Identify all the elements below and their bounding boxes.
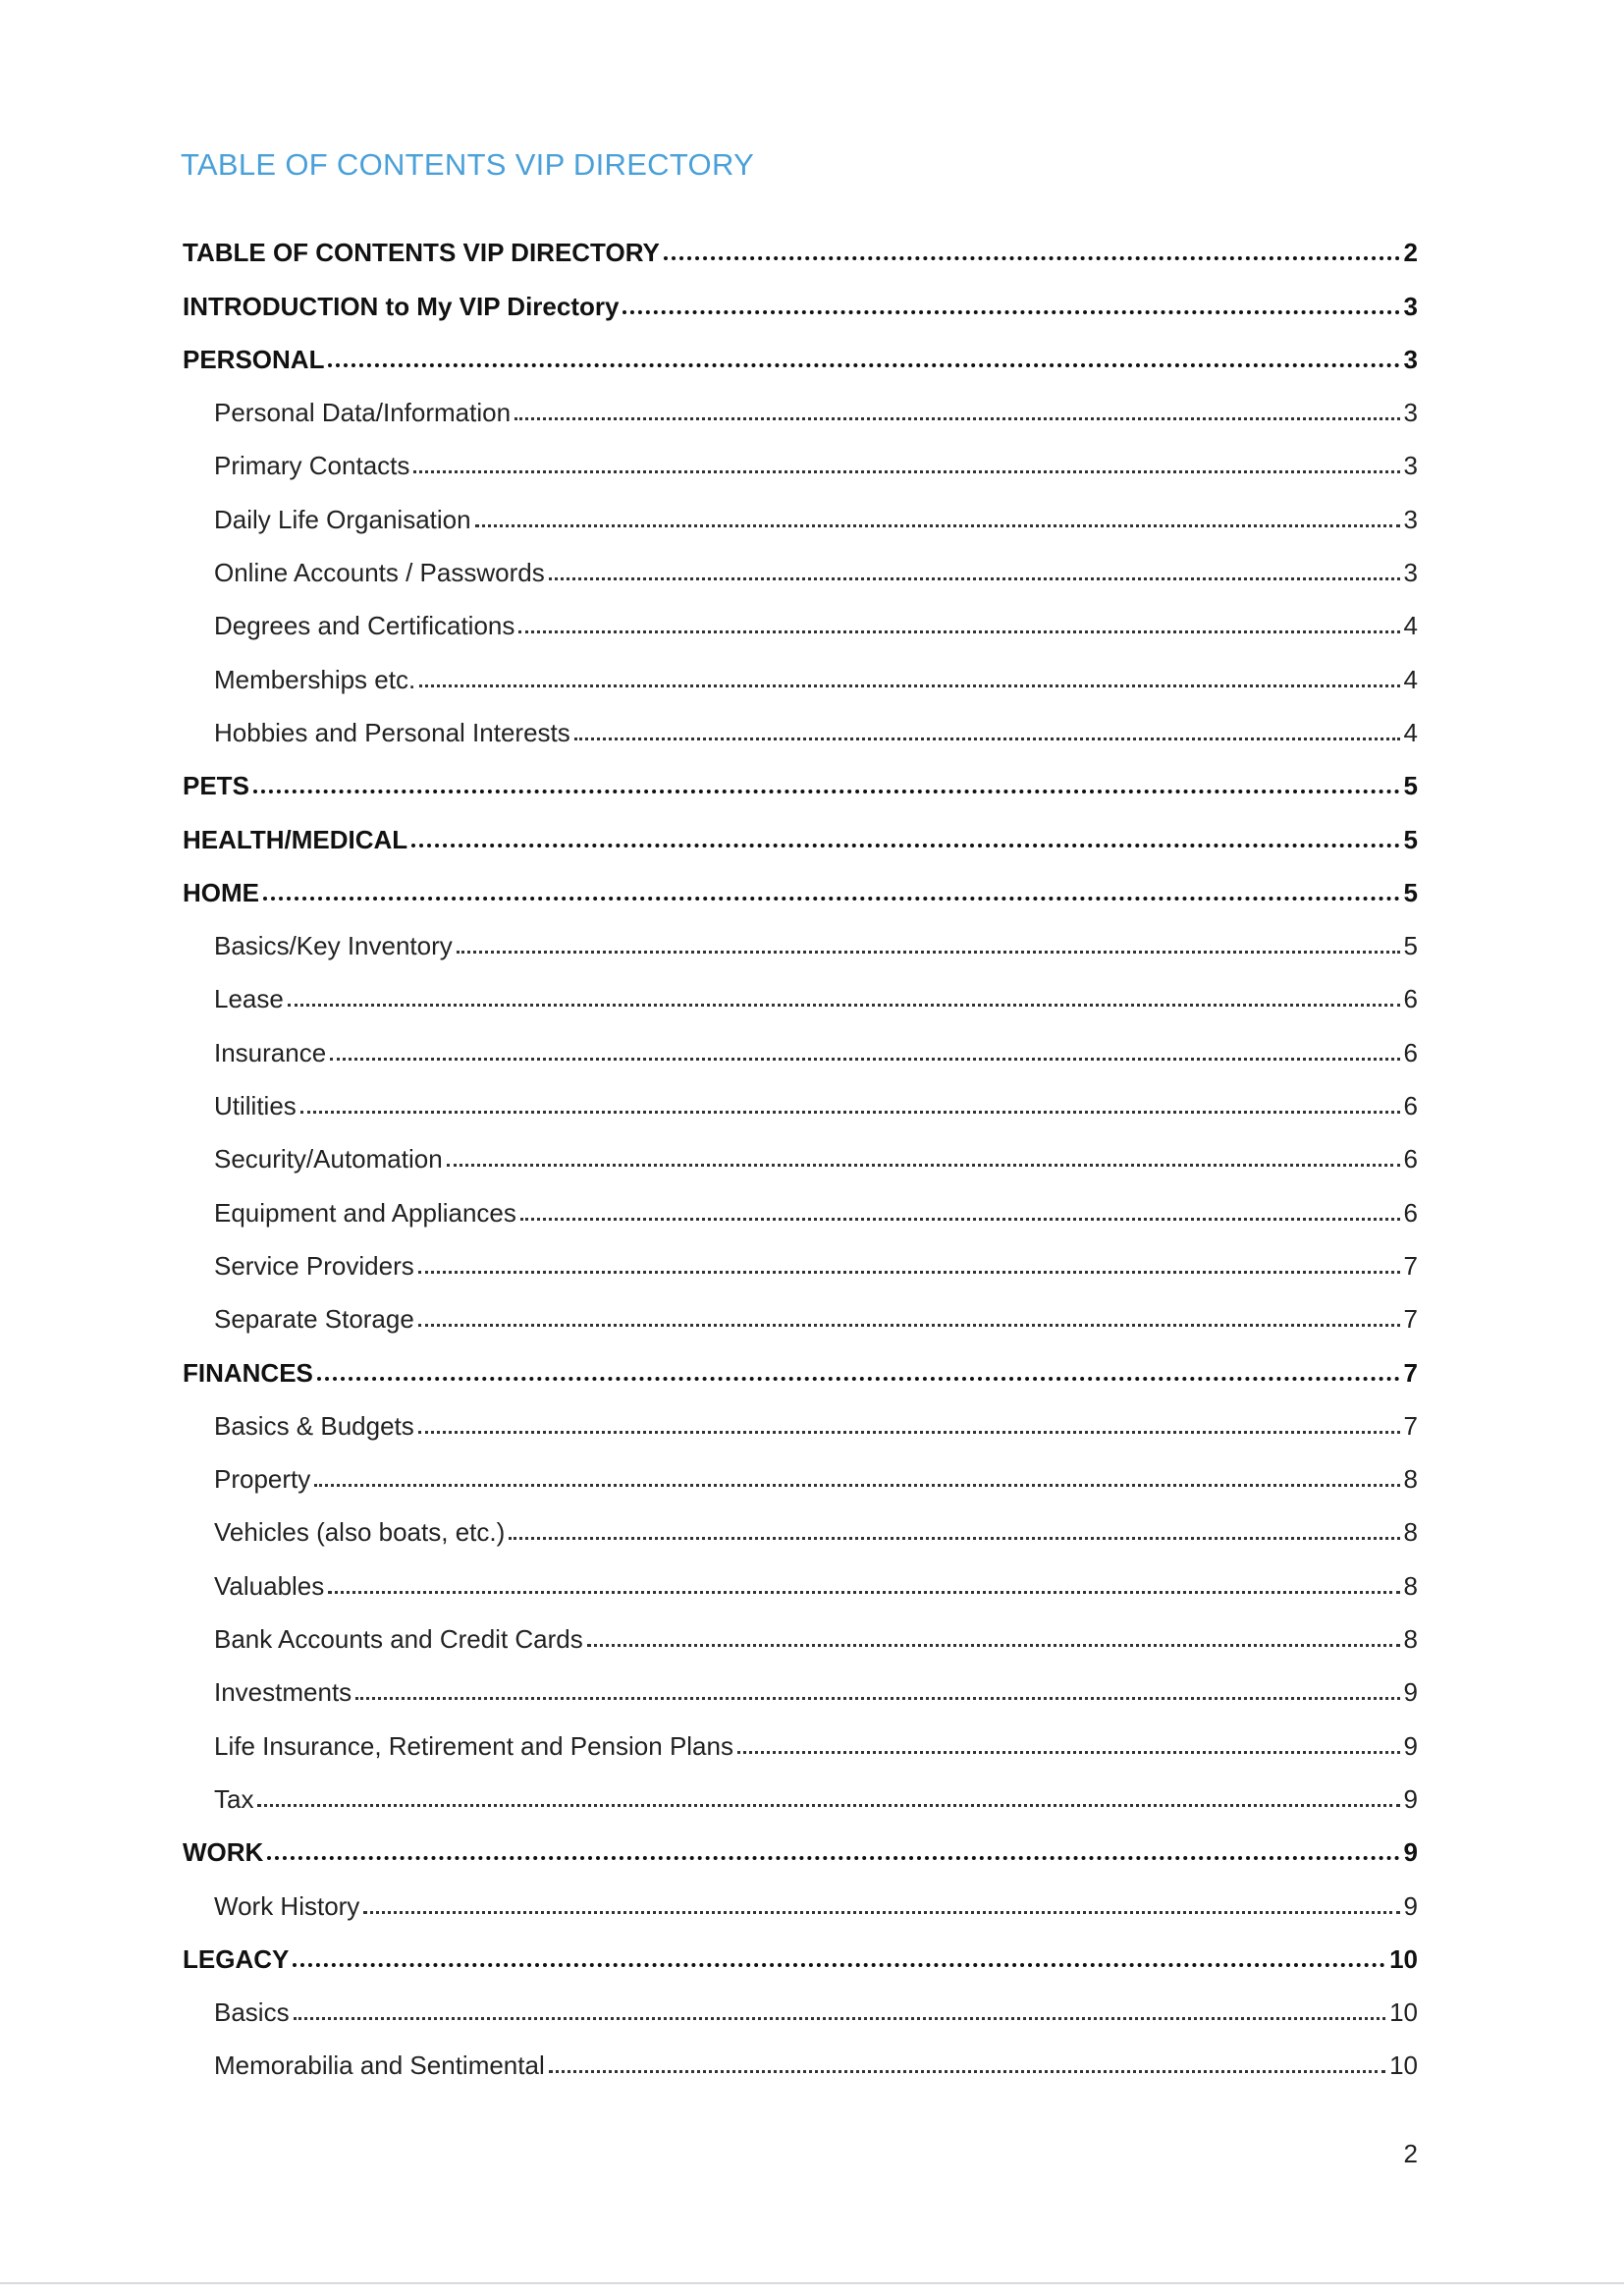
toc-entry-title: Investments <box>214 1677 352 1708</box>
toc-entry-subsection[interactable] <box>183 650 1418 703</box>
toc-entry-title: Tax <box>214 1783 254 1814</box>
toc-entry-page: 8 <box>1403 1570 1418 1601</box>
toc-entry-title: WORK <box>183 1837 264 1868</box>
toc-entry-title: HOME <box>183 877 259 907</box>
toc-entry-subsection[interactable] <box>183 1450 1418 1503</box>
toc-entry-title: Memberships etc. <box>214 664 416 694</box>
toc-dot-leader <box>317 1377 1400 1381</box>
toc-entry-section[interactable] <box>183 224 1418 277</box>
toc-entry-title: Work History <box>214 1890 360 1921</box>
toc-entry-title: LEGACY <box>183 1943 290 1974</box>
toc-entry-title: HEALTH/MEDICAL <box>183 824 408 854</box>
toc-entry-subsection[interactable] <box>183 1023 1418 1076</box>
toc-entry-page: 10 <box>1389 2050 1418 2081</box>
toc-dot-leader <box>518 630 1399 633</box>
toc-dot-leader <box>447 1164 1400 1167</box>
toc-entry-page: 7 <box>1403 1250 1418 1281</box>
toc-entry-title: TABLE OF CONTENTS VIP DIRECTORY <box>183 238 660 268</box>
toc-entry-title: Property <box>214 1464 311 1495</box>
toc-entry-title: PETS <box>183 771 249 801</box>
toc-entry-section[interactable] <box>183 331 1418 384</box>
toc-dot-leader <box>737 1751 1400 1754</box>
toc-entry-title: Security/Automation <box>214 1144 443 1175</box>
toc-entry-title: Separate Storage <box>214 1304 414 1335</box>
toc-dot-leader <box>418 1271 1400 1274</box>
toc-entry-title: Daily Life Organisation <box>214 504 471 534</box>
toc-entry-title: Service Providers <box>214 1250 414 1281</box>
toc-dot-leader <box>257 1804 1399 1807</box>
toc-entry-section[interactable] <box>183 810 1418 863</box>
toc-dot-leader <box>623 310 1399 314</box>
toc-dot-leader <box>263 897 1400 901</box>
toc-entry-subsection[interactable] <box>183 1077 1418 1130</box>
toc-entry-page: 5 <box>1403 824 1418 854</box>
toc-entry-subsection[interactable] <box>183 1877 1418 1930</box>
toc-entry-title: Basics & Budgets <box>214 1410 414 1441</box>
toc-dot-leader <box>314 1484 1399 1487</box>
toc-entry-title: Utilities <box>214 1091 297 1121</box>
toc-entry-subsection[interactable] <box>183 490 1418 543</box>
toc-entry-subsection[interactable] <box>183 1290 1418 1343</box>
toc-entry-title: Memorabilia and Sentimental <box>214 2050 545 2081</box>
toc-entry-title: Hobbies and Personal Interests <box>214 717 570 747</box>
toc-dot-leader <box>328 1591 1399 1594</box>
toc-dot-leader <box>475 524 1400 527</box>
toc-entry-page: 8 <box>1403 1464 1418 1495</box>
toc-entry-subsection[interactable] <box>183 437 1418 490</box>
toc-dot-leader <box>363 1911 1399 1914</box>
page-bottom-divider <box>0 2282 1624 2284</box>
toc-entry-subsection[interactable] <box>183 2037 1418 2090</box>
toc-entry-subsection[interactable] <box>183 970 1418 1023</box>
toc-dot-leader <box>355 1697 1399 1700</box>
toc-entry-page: 6 <box>1403 984 1418 1014</box>
toc-entry-title: INTRODUCTION to My VIP Directory <box>183 291 620 321</box>
toc-dot-leader <box>267 1856 1399 1860</box>
toc-dot-leader <box>328 363 1399 367</box>
toc-entry-page: 6 <box>1403 1037 1418 1067</box>
toc-entry-section[interactable] <box>183 1931 1418 1984</box>
toc-entry-page: 3 <box>1403 451 1418 481</box>
toc-entry-page: 2 <box>1403 238 1418 268</box>
toc-entry-subsection[interactable] <box>183 1183 1418 1236</box>
toc-entry-page: 3 <box>1403 398 1418 428</box>
toc-entry-page: 8 <box>1403 1517 1418 1548</box>
toc-dot-leader <box>509 1537 1399 1540</box>
toc-entry-subsection[interactable] <box>183 1557 1418 1610</box>
toc-entry-page: 9 <box>1403 1783 1418 1814</box>
toc-heading: TABLE OF CONTENTS VIP DIRECTORY <box>181 147 755 182</box>
toc-entry-page: 4 <box>1403 717 1418 747</box>
toc-entry-subsection[interactable] <box>183 1130 1418 1183</box>
toc-entry-subsection[interactable] <box>183 1237 1418 1290</box>
toc-entry-subsection[interactable] <box>183 1664 1418 1717</box>
toc-entry-section[interactable] <box>183 1343 1418 1396</box>
toc-entry-title: Personal Data/Information <box>214 398 512 428</box>
toc-entry-subsection[interactable] <box>183 1984 1418 2037</box>
toc-dot-leader <box>413 470 1399 473</box>
toc-entry-title: Lease <box>214 984 284 1014</box>
toc-dot-leader <box>549 577 1400 580</box>
toc-entry-subsection[interactable] <box>183 1771 1418 1824</box>
toc-dot-leader <box>664 256 1400 260</box>
toc-entry-section[interactable] <box>183 1824 1418 1877</box>
toc-entry-page: 7 <box>1403 1410 1418 1441</box>
toc-dot-leader <box>253 790 1400 793</box>
toc-dot-leader <box>418 1431 1400 1434</box>
toc-entry-page: 3 <box>1403 558 1418 588</box>
toc-entry-page: 7 <box>1403 1304 1418 1335</box>
toc-list <box>183 224 1418 2090</box>
toc-entry-title: FINANCES <box>183 1357 313 1388</box>
toc-entry-page: 3 <box>1403 344 1418 374</box>
toc-dot-leader <box>514 417 1399 420</box>
toc-entry-subsection[interactable] <box>183 1503 1418 1557</box>
toc-dot-leader <box>457 951 1400 954</box>
toc-dot-leader <box>549 2070 1385 2073</box>
toc-dot-leader <box>288 1004 1400 1007</box>
toc-entry-subsection[interactable] <box>183 704 1418 757</box>
toc-dot-leader <box>587 1644 1400 1647</box>
page-number: 2 <box>1403 2139 1418 2168</box>
toc-entry-section[interactable] <box>183 277 1418 330</box>
toc-entry-page: 3 <box>1403 504 1418 534</box>
toc-entry-page: 5 <box>1403 771 1418 801</box>
toc-entry-page: 6 <box>1403 1197 1418 1228</box>
toc-entry-subsection[interactable] <box>183 384 1418 437</box>
toc-entry-title: Bank Accounts and Credit Cards <box>214 1624 583 1655</box>
toc-dot-leader <box>293 1963 1385 1967</box>
toc-entry-page: 10 <box>1389 1943 1418 1974</box>
toc-entry-title: Vehicles (also boats, etc.) <box>214 1517 506 1548</box>
toc-entry-title: Insurance <box>214 1037 327 1067</box>
toc-entry-subsection[interactable] <box>183 1611 1418 1664</box>
toc-entry-subsection[interactable] <box>183 544 1418 597</box>
toc-entry-subsection[interactable] <box>183 917 1418 970</box>
toc-dot-leader <box>294 2017 1386 2020</box>
toc-entry-subsection[interactable] <box>183 1717 1418 1770</box>
toc-entry-section[interactable] <box>183 757 1418 810</box>
toc-entry-section[interactable] <box>183 864 1418 917</box>
toc-entry-page: 5 <box>1403 877 1418 907</box>
toc-entry-title: Online Accounts / Passwords <box>214 558 545 588</box>
toc-entry-page: 7 <box>1403 1357 1418 1388</box>
toc-entry-title: PERSONAL <box>183 344 325 374</box>
toc-entry-subsection[interactable] <box>183 597 1418 650</box>
toc-dot-leader <box>411 844 1399 847</box>
toc-dot-leader <box>574 738 1400 740</box>
toc-entry-page: 9 <box>1403 1890 1418 1921</box>
toc-entry-subsection[interactable] <box>183 1397 1418 1450</box>
toc-entry-page: 9 <box>1403 1837 1418 1868</box>
toc-entry-page: 3 <box>1403 291 1418 321</box>
toc-dot-leader <box>330 1058 1399 1061</box>
toc-entry-page: 6 <box>1403 1091 1418 1121</box>
toc-dot-leader <box>520 1218 1400 1221</box>
toc-entry-title: Basics/Key Inventory <box>214 931 453 961</box>
toc-entry-page: 5 <box>1403 931 1418 961</box>
toc-entry-title: Primary Contacts <box>214 451 410 481</box>
toc-dot-leader <box>300 1111 1400 1114</box>
toc-dot-leader <box>418 1324 1400 1327</box>
toc-entry-page: 9 <box>1403 1677 1418 1708</box>
toc-entry-title: Equipment and Appliances <box>214 1197 516 1228</box>
toc-entry-page: 4 <box>1403 664 1418 694</box>
toc-entry-page: 4 <box>1403 611 1418 641</box>
toc-entry-title: Basics <box>214 1997 290 2028</box>
toc-entry-title: Life Insurance, Retirement and Pension Plans <box>214 1730 733 1761</box>
toc-entry-page: 10 <box>1389 1997 1418 2028</box>
toc-entry-page: 9 <box>1403 1730 1418 1761</box>
toc-entry-title: Valuables <box>214 1570 325 1601</box>
toc-entry-page: 8 <box>1403 1624 1418 1655</box>
toc-dot-leader <box>419 684 1399 687</box>
toc-entry-title: Degrees and Certifications <box>214 611 515 641</box>
toc-entry-page: 6 <box>1403 1144 1418 1175</box>
